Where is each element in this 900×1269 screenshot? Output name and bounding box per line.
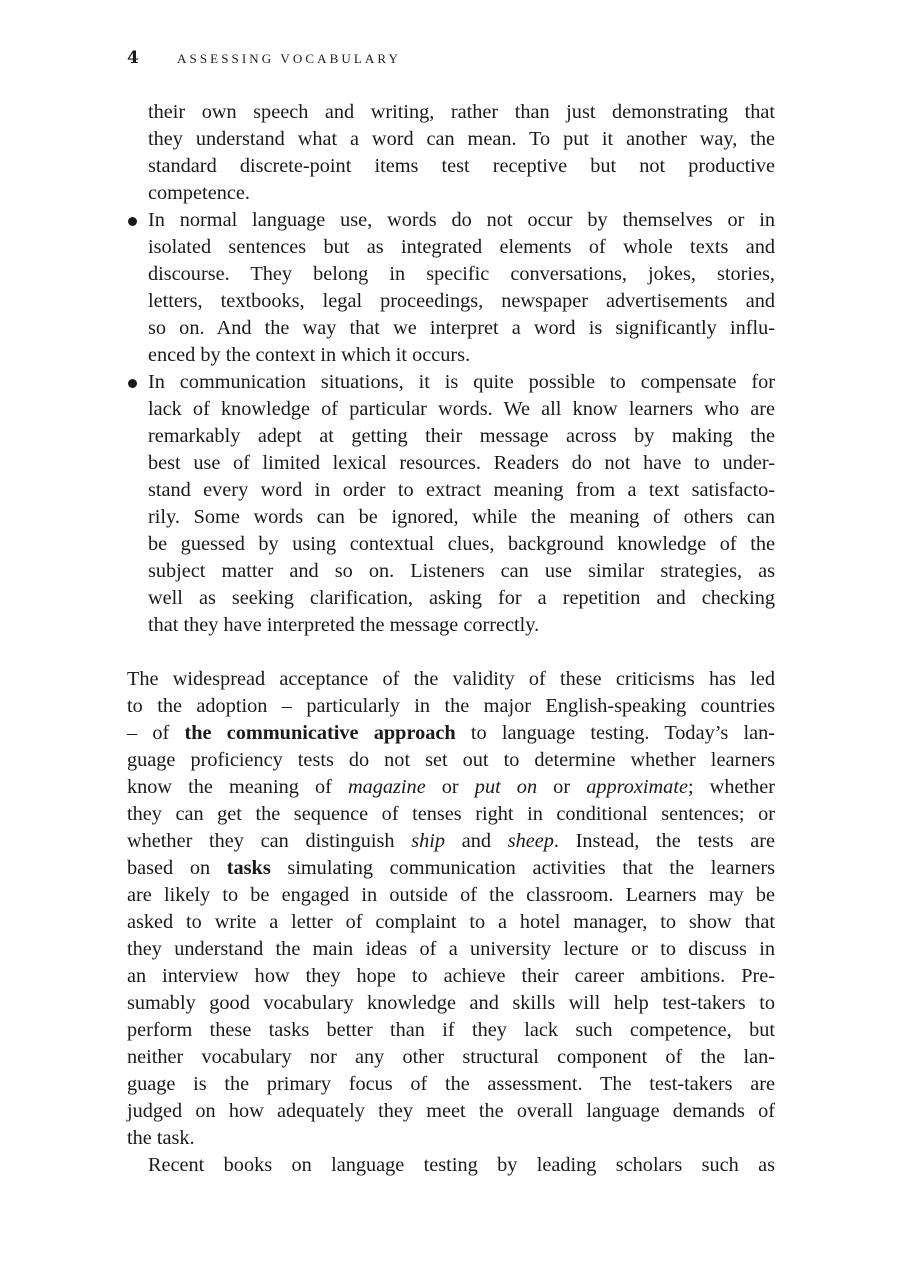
text-run: to language testing. Today’s lan-: [455, 722, 775, 744]
example-word-approximate: approximate: [586, 776, 688, 798]
text-line: neither vocabulary nor any other structural component of the lan-: [127, 1046, 775, 1068]
text-line: are likely to be engaged in outside of the classroom. Learners may be: [127, 884, 775, 906]
example-word-ship: ship: [411, 830, 446, 852]
text-line: guage is the primary focus of the assessment. The test-takers are: [127, 1073, 775, 1095]
bullet-icon: [128, 379, 137, 388]
running-title: ASSESSING VOCABULARY: [177, 51, 401, 66]
text-line: standard discrete-point items test receptive but not productive: [148, 155, 775, 177]
bullet-icon: [128, 217, 137, 226]
text-line: guage proficiency tests do not set out to determine whether learners: [127, 749, 775, 771]
text-line: an interview how they hope to achieve their career ambitions. Pre-: [127, 965, 775, 987]
text-line: perform these tasks better than if they lack such competence, but: [127, 1019, 775, 1041]
text-line: stand every word in order to extract meaning from a text satisfacto-: [148, 479, 775, 501]
example-word-magazine: magazine: [347, 776, 426, 798]
text-run: based on: [127, 857, 227, 879]
text-run: or: [537, 776, 587, 798]
text-run: . Instead, the tests are: [553, 830, 775, 852]
text-line: lack of knowledge of particular words. We all know learners who are: [148, 398, 775, 420]
text-run: whether they can distinguish: [127, 830, 412, 852]
text-line: subject matter and so on. Listeners can use similar strategies, as: [148, 560, 775, 582]
page-number: 4: [127, 48, 139, 68]
text-line: letters, textbooks, legal proceedings, newspaper advertisements and: [148, 290, 775, 312]
key-term-communicative-approach: the communicative approach: [184, 722, 456, 744]
example-word-sheep: sheep: [507, 830, 554, 852]
text-line: enced by the context in which it occurs.: [148, 344, 471, 366]
text-line: [127, 828, 775, 855]
text-line: In normal language use, words do not occur by themselves or in: [148, 209, 775, 231]
text-line: to the adoption – particularly in the major English-speaking countries: [127, 695, 775, 717]
text-line: [127, 855, 775, 882]
text-run: or: [425, 776, 475, 798]
text-line: isolated sentences but as integrated elements of whole texts and: [148, 236, 775, 258]
text-line: their own speech and writing, rather than just demonstrating that: [148, 101, 775, 123]
example-word-put-on: put on: [474, 776, 538, 798]
text-line: discourse. They belong in specific conversations, jokes, stories,: [148, 263, 775, 285]
key-term-tasks: tasks: [226, 857, 271, 879]
text-line: judged on how adequately they meet the overall language demands of: [127, 1100, 775, 1122]
text-line: rily. Some words can be ignored, while the meaning of others can: [148, 506, 775, 528]
text-line: In communication situations, it is quite possible to compensate for: [148, 371, 775, 393]
text-run: know the meaning of: [127, 776, 348, 798]
text-line: [127, 774, 775, 801]
text-line: so on. And the way that we interpret a word is significantly influ-: [148, 317, 775, 339]
text-line: be guessed by using contextual clues, background knowledge of the: [148, 533, 775, 555]
text-line: they understand the main ideas of a university lecture or to discuss in: [127, 938, 775, 960]
text-run: ; whether: [687, 776, 776, 798]
text-line: Recent books on language testing by leading scholars such as: [148, 1154, 775, 1176]
text-line: competence.: [148, 182, 250, 204]
text-line: the task.: [127, 1127, 195, 1149]
text-run: and: [445, 830, 508, 852]
text-line: sumably good vocabulary knowledge and skills will help test-takers to: [127, 992, 775, 1014]
running-head: [127, 48, 401, 70]
text-line: best use of limited lexical resources. Readers do not have to under-: [148, 452, 775, 474]
text-line: well as seeking clarification, asking for a repetition and checking: [148, 587, 775, 609]
text-line: that they have interpreted the message correctly.: [148, 614, 540, 636]
text-line: The widespread acceptance of the validity of these criticisms has led: [127, 668, 775, 690]
text-line: [127, 720, 775, 747]
text-line: they understand what a word can mean. To put it another way, the: [148, 128, 775, 150]
text-line: asked to write a letter of complaint to a hotel manager, to show that: [127, 911, 775, 933]
text-line: remarkably adept at getting their message across by making the: [148, 425, 775, 447]
text-line: they can get the sequence of tenses right in conditional sentences; or: [127, 803, 775, 825]
text-run: simulating communication activities that the learners: [270, 857, 775, 879]
text-run: – of: [127, 722, 185, 744]
